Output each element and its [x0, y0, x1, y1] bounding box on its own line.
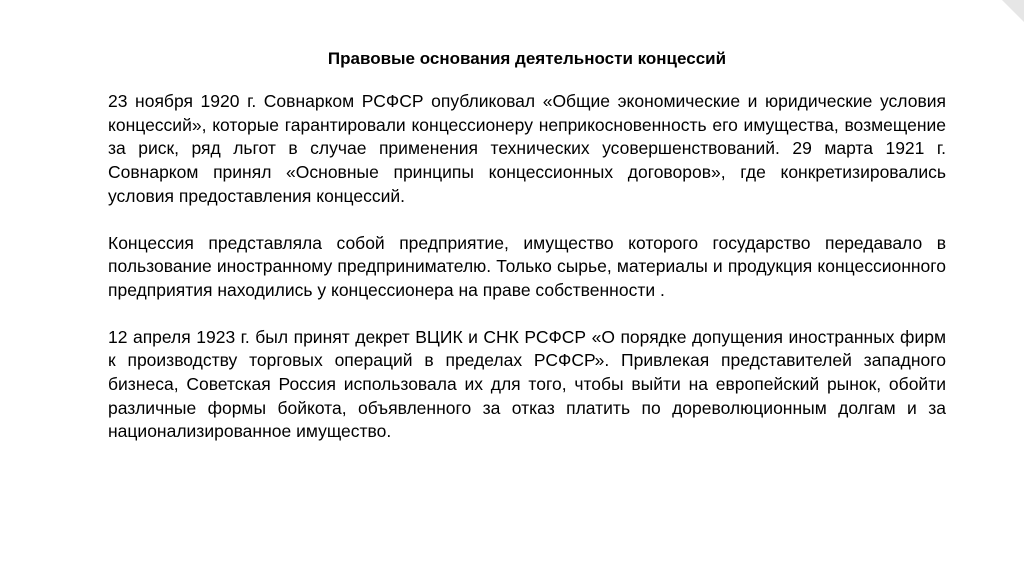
- page-corner-fold: [1002, 0, 1024, 22]
- slide-content: [108, 48, 946, 467]
- slide-title: Правовые основания деятельности концессий: [327, 49, 727, 68]
- paragraph-2: Концессия представляла собой предприятие, имущество которого государство передавало в пользование иностранному предпринимателю. Только сырье, материалы и продукция концессионного предприятия находились у концессионера на праве собственности .: [108, 232, 946, 300]
- paragraph-1: 23 ноября 1920 г. Совнарком РСФСР опубликовал «Общие экономические и юридические условия концессий», которые гарантировали концессионеру неприкосновенность его имущества, возмещение за риск, ряд льгот в случае применения технических усовершенствований. 29 марта 1921 г. Совнарком принял «Основные принципы концессионных договоров», где конкретизировались условия предоставления концессий.: [108, 91, 946, 206]
- paragraph-3: 12 апреля 1923 г. был принят декрет ВЦИК и СНК РСФСР «О порядке допущения иностранных фирм к производству торговых операций в пределах РСФСР». Привлекая представителей западного бизнеса, Советская Россия использовала их для того, чтобы выйти на европейский рынок, обойти различные формы бойкота, объявленного за отказ платить по дореволюционным долгам и за национализированное имущество.: [108, 326, 946, 442]
